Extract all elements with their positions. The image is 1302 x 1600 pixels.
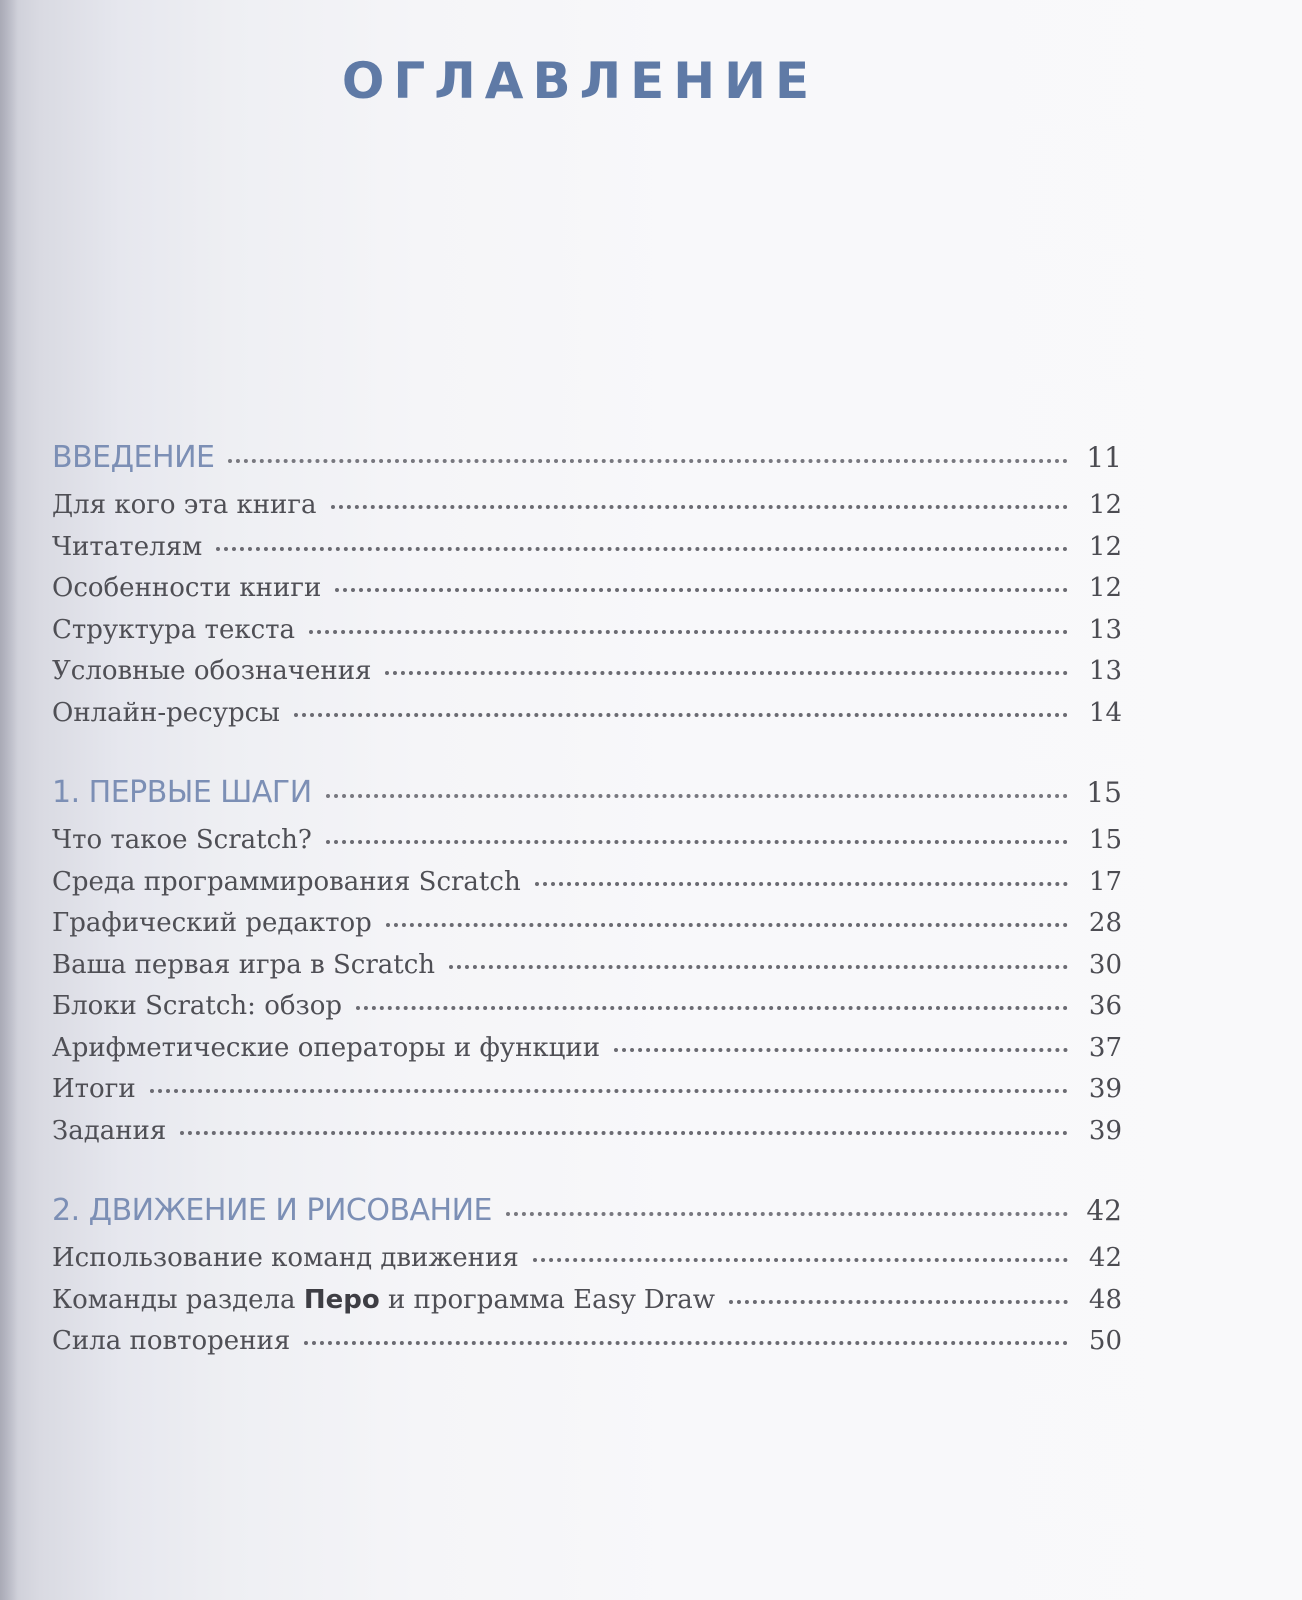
entry-title: Особенности книги: [52, 573, 322, 603]
toc-chapter-heading[interactable]: [52, 775, 1122, 823]
dot-leader: [294, 713, 1068, 717]
entry-title: Онлайн-ресурсы: [52, 697, 280, 728]
entry-title: Итоги: [52, 1074, 136, 1104]
entry-title: Графический редактор: [52, 908, 372, 938]
entry-title: Что такое Scratch?: [52, 825, 312, 855]
page-number: 30: [1088, 949, 1122, 980]
entry-title: Читателям: [52, 531, 203, 562]
toc-section-introduction: [52, 440, 1122, 739]
page-number: 11: [1086, 441, 1122, 474]
toc-entry[interactable]: [52, 867, 1122, 909]
page-number: 12: [1088, 531, 1122, 562]
dot-leader: [150, 1089, 1068, 1093]
entry-title: Использование команд движения: [52, 1243, 519, 1273]
page-number: 42: [1086, 1194, 1122, 1227]
dot-leader: [386, 923, 1068, 927]
chapter-title: 1. ПЕРВЫЕ ШАГИ: [52, 775, 312, 810]
toc-chapter-heading[interactable]: [52, 1193, 1122, 1241]
page-number: 14: [1088, 697, 1122, 728]
page-number: 12: [1088, 490, 1122, 520]
page-number: 39: [1088, 1115, 1122, 1146]
page-number: 15: [1088, 825, 1122, 855]
dot-leader: [335, 588, 1068, 592]
entry-title: Для кого эта книга: [52, 490, 317, 520]
dot-leader: [326, 794, 1068, 798]
dot-leader: [729, 1300, 1068, 1304]
entry-title: Сила повторения: [52, 1326, 291, 1356]
toc-entry[interactable]: [52, 1285, 1122, 1327]
toc-entry[interactable]: [52, 490, 1122, 532]
dot-leader: [216, 547, 1068, 551]
toc-entry[interactable]: [52, 573, 1122, 615]
page-number: 36: [1088, 991, 1122, 1021]
page-number: 13: [1088, 656, 1122, 686]
page-title: ОГЛАВЛЕНИЕ: [341, 52, 819, 110]
toc-entry[interactable]: [52, 1243, 1122, 1285]
entry-title-suffix: и программа Easy Draw: [379, 1284, 715, 1315]
dot-leader: [533, 1258, 1068, 1262]
chapter-title: 2. ДВИЖЕНИЕ И РИСОВАНИЕ: [52, 1193, 493, 1228]
toc-entry[interactable]: [52, 698, 1122, 740]
toc-entry[interactable]: [52, 908, 1122, 950]
entry-title: Задания: [52, 1115, 167, 1146]
page-number: 37: [1088, 1032, 1122, 1063]
toc-entry[interactable]: [52, 991, 1122, 1033]
entry-title: Ваша первая игра в Scratch: [52, 949, 436, 980]
entry-title: [52, 1285, 715, 1315]
entry-title: Структура текста: [52, 614, 296, 645]
page-number: 15: [1086, 776, 1122, 809]
entry-title: Среда программирования Scratch: [52, 866, 521, 897]
dot-leader: [304, 1341, 1068, 1345]
toc-entry[interactable]: [52, 532, 1122, 574]
page-number: 28: [1088, 908, 1122, 938]
entry-title: Блоки Scratch: обзор: [52, 991, 342, 1021]
toc-entry[interactable]: [52, 615, 1122, 657]
page-number: 13: [1088, 614, 1122, 645]
toc-entry[interactable]: [52, 1326, 1122, 1368]
page-number: 12: [1088, 573, 1122, 603]
entry-title: Арифметические операторы и функции: [52, 1032, 601, 1063]
chapter-title: ВВЕДЕНИЕ: [52, 440, 215, 475]
entry-title-prefix: Команды раздела: [52, 1284, 304, 1315]
dot-leader: [331, 505, 1068, 509]
page-number: 17: [1088, 866, 1122, 897]
dot-leader: [309, 630, 1068, 634]
toc-chapter-heading[interactable]: [52, 440, 1122, 488]
toc-entry[interactable]: [52, 656, 1122, 698]
dot-leader: [356, 1006, 1068, 1010]
entry-title: Условные обозначения: [52, 656, 372, 686]
toc-entry[interactable]: [52, 950, 1122, 992]
page-number: 50: [1088, 1326, 1122, 1356]
toc-entry[interactable]: [52, 825, 1122, 867]
page-number: 48: [1088, 1284, 1122, 1315]
dot-leader: [180, 1131, 1068, 1135]
dot-leader: [449, 965, 1068, 969]
toc-entry[interactable]: [52, 1074, 1122, 1116]
dot-leader: [506, 1212, 1068, 1216]
table-of-contents: [52, 440, 1122, 1404]
page-number: 39: [1088, 1074, 1122, 1104]
page-number: 42: [1088, 1243, 1122, 1273]
toc-entry[interactable]: [52, 1116, 1122, 1158]
dot-leader: [228, 459, 1068, 463]
entry-title-bold: Перо: [303, 1284, 380, 1315]
toc-entry[interactable]: [52, 1033, 1122, 1075]
dot-leader: [614, 1048, 1068, 1052]
toc-section-first-steps: [52, 775, 1122, 1157]
dot-leader: [535, 882, 1068, 886]
dot-leader: [385, 671, 1068, 675]
toc-section-motion-drawing: [52, 1193, 1122, 1368]
dot-leader: [326, 840, 1068, 844]
